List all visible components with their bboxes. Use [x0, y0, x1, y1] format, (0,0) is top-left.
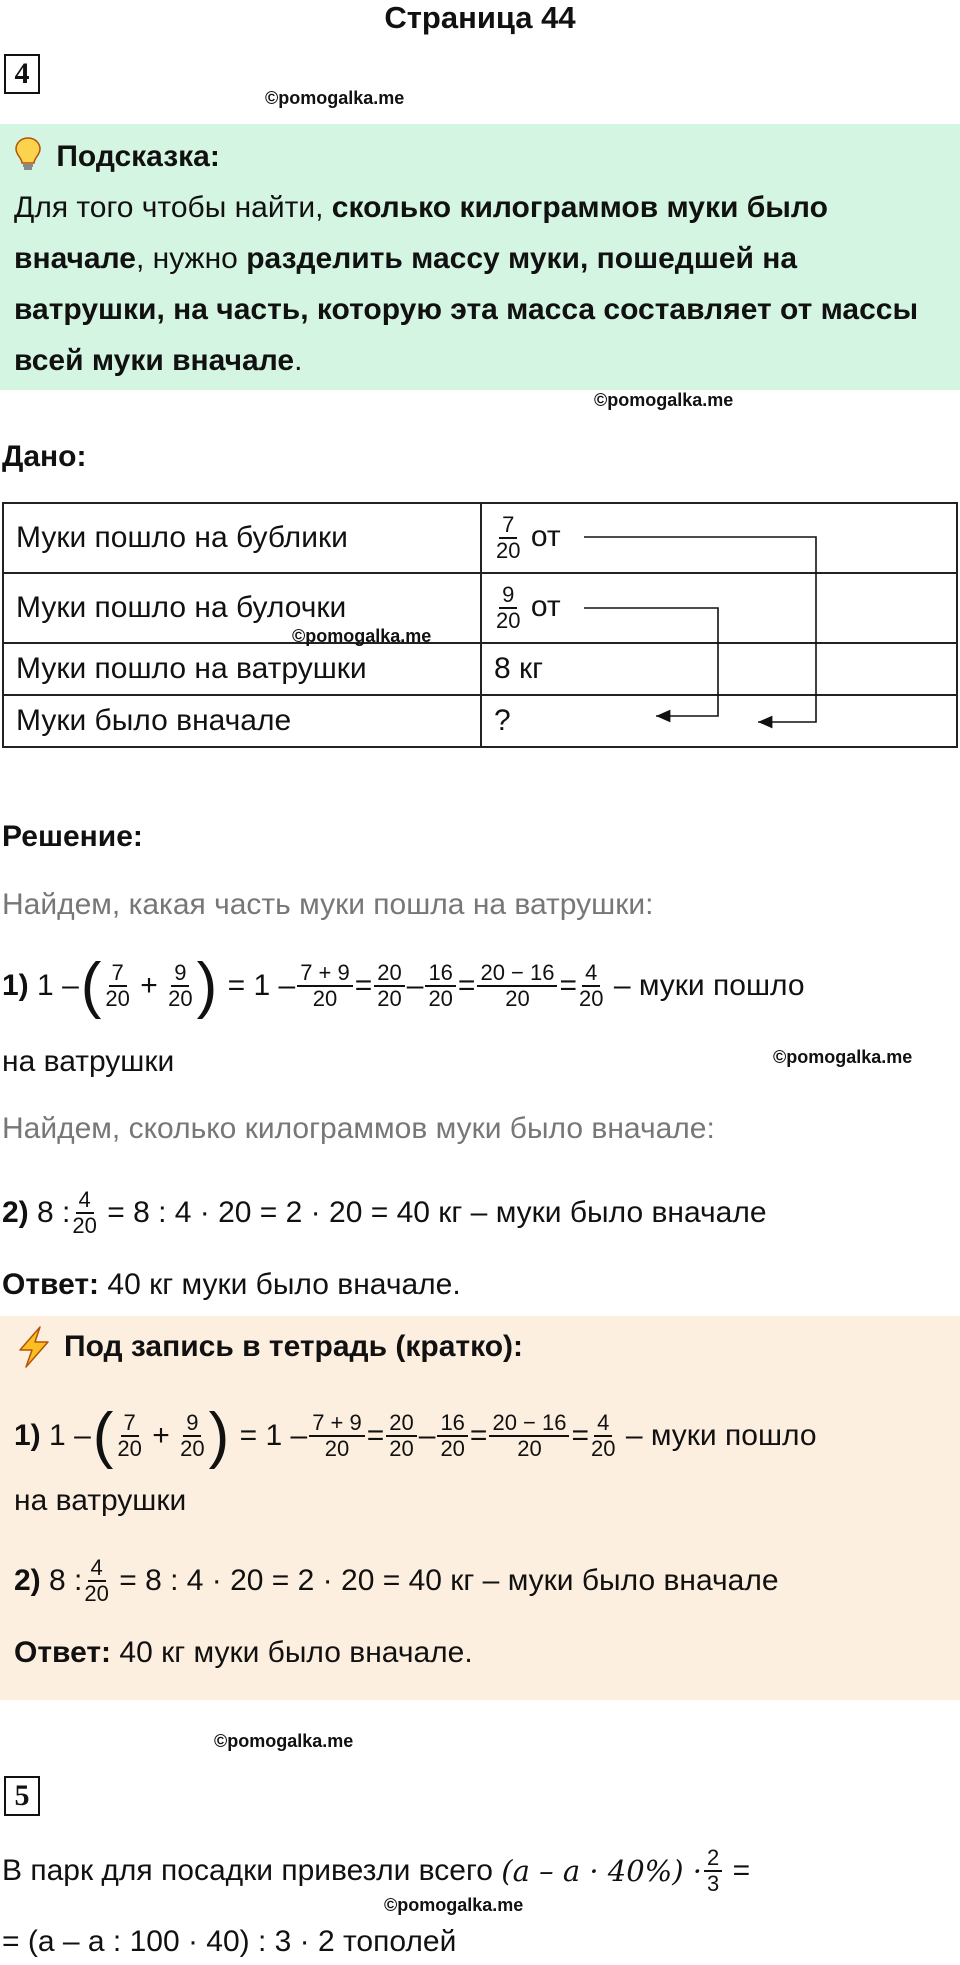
step-number: 1) [2, 969, 29, 1002]
solution-step-1 [2, 951, 805, 1020]
denominator: 20 [496, 538, 521, 563]
given-label: Дано: [2, 440, 87, 473]
table-cell: Муки пошло на ватрушки [3, 643, 481, 695]
fraction [180, 1411, 204, 1461]
numerator: 16 [437, 1411, 467, 1437]
denominator: 20 [496, 608, 521, 633]
numerator: 20 − 16 [477, 961, 557, 987]
expr: = [227, 969, 246, 1002]
table-cell: Муки пошло на бублики [3, 503, 481, 573]
step-continuation: на ватрушки [14, 1484, 187, 1517]
suffix: от [530, 519, 561, 553]
numerator: 20 [386, 1411, 416, 1437]
task-number-4: 4 [4, 54, 40, 94]
expr: 1 [253, 969, 271, 1002]
step-continuation: на ватрушки [2, 1045, 175, 1078]
answer-label: Ответ: [2, 1268, 100, 1301]
fraction [309, 1411, 365, 1461]
denominator: 20 [72, 1213, 97, 1239]
fraction [477, 961, 557, 1011]
numerator: 4 [594, 1411, 612, 1437]
expr: = 8 : 4 · 20 = 2 · 20 = 40 кг – муки было вначале [119, 1564, 779, 1598]
paren: ) [196, 951, 218, 1020]
expr: – муки пошло [613, 969, 805, 1002]
page-title: Страница 44 [384, 0, 576, 35]
fraction [105, 961, 129, 1011]
fraction [489, 1411, 569, 1461]
answer-label: Ответ: [14, 1636, 112, 1669]
paren: ( [92, 1401, 114, 1470]
expr: + [140, 969, 158, 1002]
expr: = [559, 969, 577, 1002]
numerator: 7 [121, 1411, 139, 1437]
table-cell: Муки было вначале [3, 695, 481, 747]
answer-text: 40 кг муки было вначале. [107, 1268, 461, 1301]
task-number-5: 5 [4, 1776, 40, 1816]
watermark: ©pomogalka.me [594, 390, 734, 410]
expr: (a – a · 40%) · [501, 1854, 702, 1889]
watermark: ©pomogalka.me [214, 1731, 354, 1751]
denominator: 20 [591, 1436, 616, 1461]
denominator: 20 [84, 1581, 109, 1607]
expr: = [469, 1419, 488, 1452]
expr: 1 [49, 1419, 66, 1452]
numerator: 7 + 9 [297, 961, 353, 987]
denominator: 20 [105, 986, 130, 1011]
numerator: 9 [499, 583, 517, 609]
fraction [386, 1411, 416, 1461]
hint-part: Для того чтобы найти, [14, 191, 332, 224]
numerator: 7 [499, 513, 517, 539]
task5-line-1 [2, 1846, 750, 1896]
comment: Найдем, сколько килограммов муки было вначале: [2, 1112, 715, 1145]
expr: 1 [37, 969, 54, 1002]
answer-text: 40 кг муки было вначале. [119, 1636, 473, 1669]
fraction [72, 1188, 96, 1238]
numerator: 2 [704, 1846, 722, 1872]
hint-part: . [294, 344, 303, 377]
fraction [704, 1846, 722, 1896]
fraction [579, 961, 603, 1011]
denominator: 20 [440, 1436, 465, 1461]
hint-part: , нужно [135, 242, 247, 275]
task5-line-2: = (a – a : 100 · 40) : 3 · 2 тополей [2, 1925, 457, 1958]
expr: = [571, 1419, 589, 1452]
expr: – [62, 969, 79, 1002]
notebook-title: Под запись в тетрадь (кратко): [64, 1330, 524, 1363]
notebook-step-1 [14, 1401, 817, 1470]
solution-label: Решение: [2, 820, 143, 853]
expr: 8 : [37, 1196, 71, 1230]
expr: – [74, 1419, 91, 1452]
paren: ) [208, 1401, 230, 1470]
fraction [168, 961, 192, 1011]
expr: = [354, 969, 373, 1002]
fraction [297, 961, 353, 1011]
expr: – [290, 1419, 308, 1452]
denominator: 20 [377, 986, 402, 1011]
watermark: ©pomogalka.me [384, 1895, 524, 1915]
numerator: 9 [183, 1411, 201, 1437]
denominator: 20 [324, 1436, 350, 1461]
numerator: 4 [76, 1188, 94, 1214]
fraction [374, 961, 404, 1011]
expr: = [457, 969, 476, 1002]
comment: Найдем, какая часть муки пошла на ватрушки: [2, 888, 654, 921]
connector-arrows [0, 0, 960, 760]
notebook-heading [14, 1326, 523, 1368]
arrow-line [584, 537, 816, 722]
denominator: 20 [312, 986, 338, 1011]
expr: = [732, 1854, 751, 1888]
expr: – муки пошло [625, 1419, 817, 1452]
suffix: от [530, 589, 561, 623]
expr: 1 [265, 1419, 283, 1452]
table-cell: ? [481, 695, 957, 747]
notebook-answer [14, 1636, 473, 1670]
numerator: 7 + 9 [309, 1411, 365, 1437]
solution-step-2 [2, 1188, 767, 1238]
watermark: ©pomogalka.me [292, 626, 432, 646]
expr: = 8 : 4 · 20 = 2 · 20 = 40 кг – муки было вначале [107, 1196, 767, 1230]
expr: 8 : [49, 1564, 83, 1598]
fraction [425, 961, 455, 1011]
hint-title: Подсказка: [56, 140, 220, 173]
expr: = [239, 1419, 258, 1452]
expr: – [278, 969, 296, 1002]
fraction [84, 1556, 108, 1606]
numerator: 20 − 16 [489, 1411, 569, 1437]
table-cell: 8 кг [481, 643, 957, 695]
numerator: 4 [88, 1556, 106, 1582]
fraction [117, 1411, 141, 1461]
hint-part-bold: сколько килограммов муки было вначале [14, 191, 828, 275]
numerator: 16 [425, 961, 455, 987]
denominator: 20 [517, 1436, 542, 1461]
expr: + [152, 1419, 170, 1452]
expr: – [418, 1419, 436, 1452]
text: В парк для посадки привезли всего [2, 1854, 493, 1888]
step-number: 2) [14, 1564, 41, 1598]
denominator: 20 [180, 1436, 205, 1461]
hint-part-bold: разделить массу муки, пошедшей на ватрушки, на часть, которую эта масса составляет от массы всей муки вначале [14, 242, 919, 377]
fraction [437, 1411, 467, 1461]
denominator: 20 [428, 986, 453, 1011]
denominator: 20 [168, 986, 193, 1011]
expr: = [366, 1419, 385, 1452]
numerator: 20 [374, 961, 404, 987]
notebook-step-2 [14, 1556, 779, 1606]
watermark: ©pomogalka.me [265, 88, 405, 108]
denominator: 20 [505, 986, 530, 1011]
denominator: 3 [706, 1871, 720, 1897]
denominator: 20 [389, 1436, 414, 1461]
table-cell: Муки пошло на булочки [3, 573, 481, 643]
arrow-line [584, 608, 718, 716]
numerator: 7 [109, 961, 127, 987]
numerator: 4 [582, 961, 600, 987]
step-number: 1) [14, 1419, 41, 1452]
paren: ( [80, 951, 102, 1020]
fraction [591, 1411, 615, 1461]
lightning-icon [14, 1326, 54, 1368]
answer [2, 1268, 461, 1302]
expr: – [406, 969, 424, 1002]
numerator: 9 [171, 961, 189, 987]
step-number: 2) [2, 1196, 29, 1230]
denominator: 20 [579, 986, 604, 1011]
watermark: ©pomogalka.me [773, 1047, 913, 1067]
denominator: 20 [117, 1436, 142, 1461]
